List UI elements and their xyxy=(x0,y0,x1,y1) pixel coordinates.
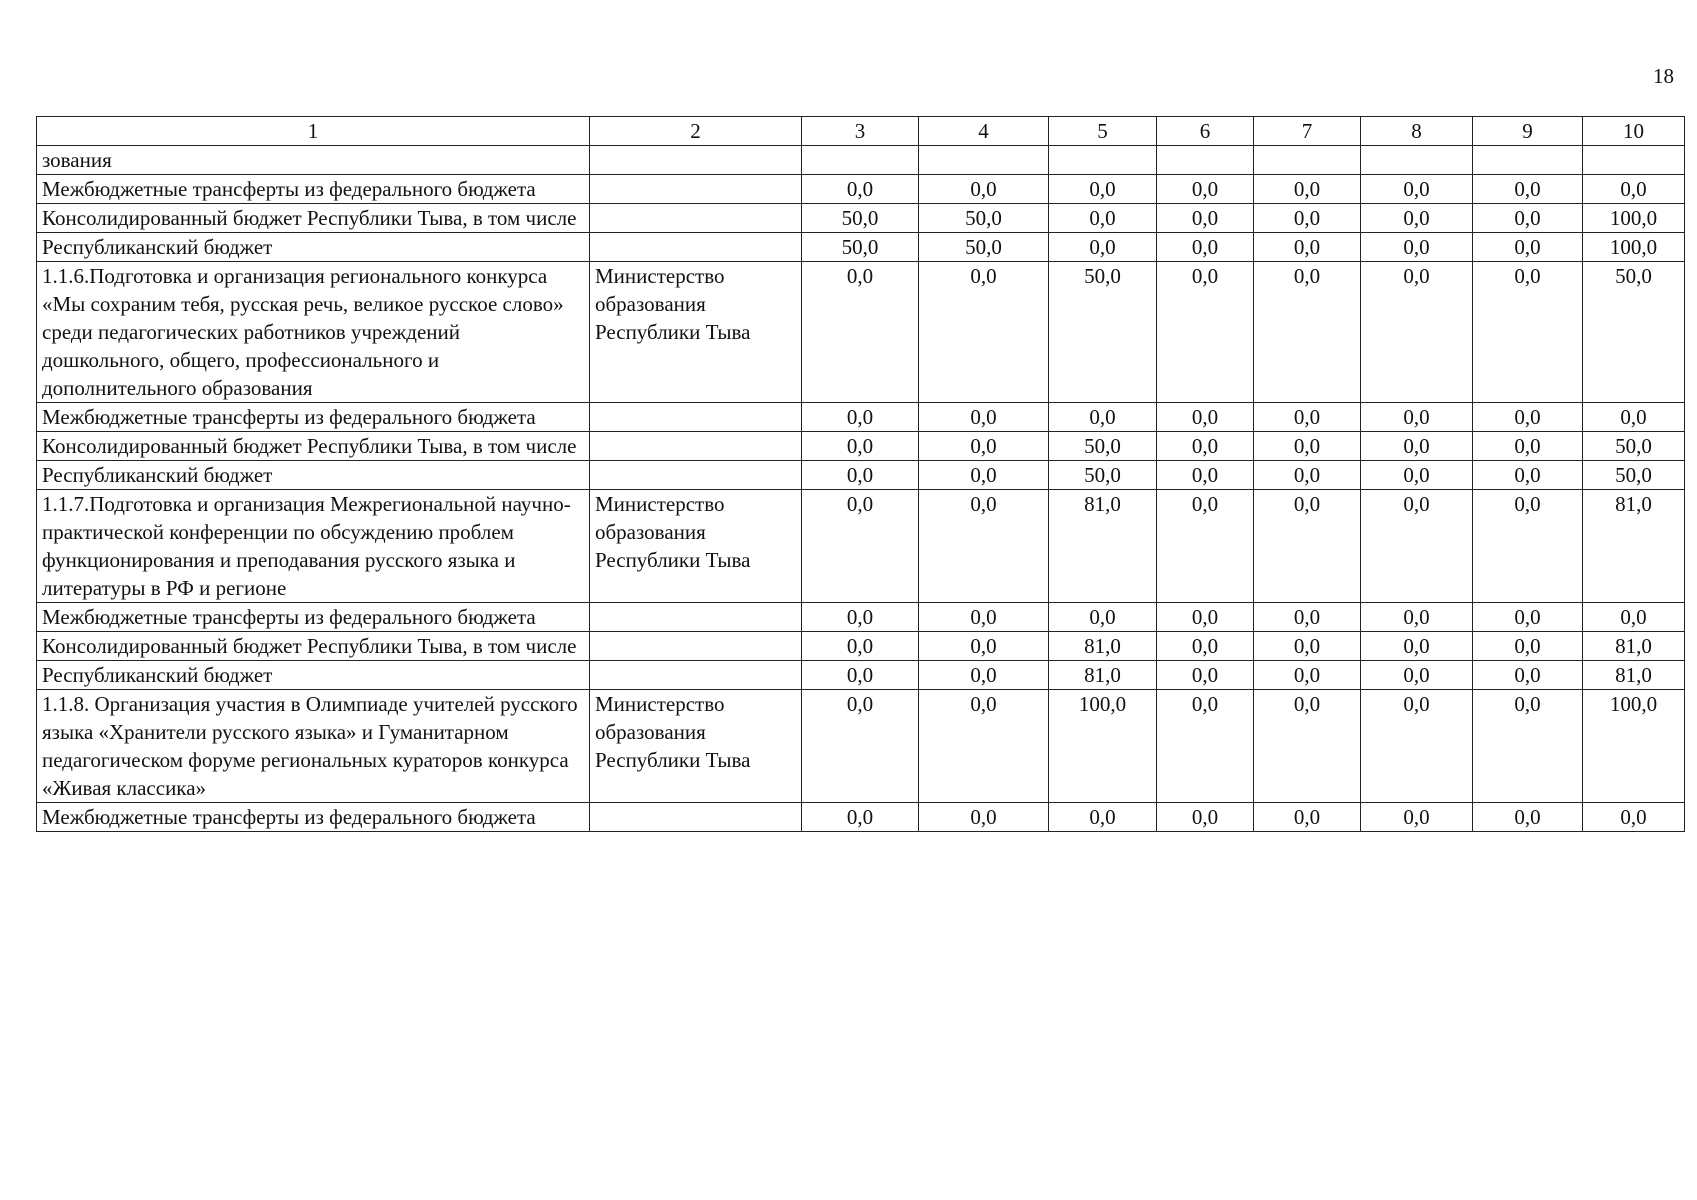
row-description: зования xyxy=(37,146,590,175)
value-cell: 0,0 xyxy=(802,632,919,661)
value-cell: 0,0 xyxy=(1583,175,1685,204)
value-cell: 0,0 xyxy=(1049,233,1157,262)
value-cell: 0,0 xyxy=(1157,803,1254,832)
value-cell: 0,0 xyxy=(1361,803,1473,832)
value-cell: 0,0 xyxy=(1473,432,1583,461)
value-cell: 0,0 xyxy=(1254,690,1361,803)
row-organization: Министерство образования Республики Тыва xyxy=(590,690,802,803)
value-cell xyxy=(919,146,1049,175)
value-cell: 0,0 xyxy=(1157,661,1254,690)
row-organization xyxy=(590,603,802,632)
value-cell: 0,0 xyxy=(1473,490,1583,603)
row-organization xyxy=(590,632,802,661)
value-cell: 50,0 xyxy=(1583,432,1685,461)
value-cell xyxy=(1157,146,1254,175)
row-description: Консолидированный бюджет Республики Тыва, в том числе xyxy=(37,432,590,461)
value-cell: 0,0 xyxy=(1473,603,1583,632)
value-cell: 0,0 xyxy=(1157,603,1254,632)
value-cell: 50,0 xyxy=(1583,461,1685,490)
value-cell: 0,0 xyxy=(1361,661,1473,690)
budget-table xyxy=(36,116,1685,832)
value-cell: 0,0 xyxy=(1473,175,1583,204)
value-cell xyxy=(1473,146,1583,175)
value-cell: 0,0 xyxy=(802,461,919,490)
table-row xyxy=(37,262,1685,403)
table-row xyxy=(37,175,1685,204)
value-cell: 0,0 xyxy=(802,690,919,803)
value-cell: 0,0 xyxy=(1254,661,1361,690)
value-cell: 0,0 xyxy=(919,803,1049,832)
value-cell: 0,0 xyxy=(1361,690,1473,803)
value-cell: 0,0 xyxy=(1157,175,1254,204)
column-header: 10 xyxy=(1583,117,1685,146)
value-cell: 100,0 xyxy=(1583,233,1685,262)
value-cell: 0,0 xyxy=(1583,403,1685,432)
value-cell xyxy=(1583,146,1685,175)
row-organization xyxy=(590,461,802,490)
row-organization xyxy=(590,204,802,233)
column-header: 9 xyxy=(1473,117,1583,146)
value-cell: 0,0 xyxy=(919,175,1049,204)
value-cell: 0,0 xyxy=(919,690,1049,803)
value-cell: 0,0 xyxy=(1473,461,1583,490)
value-cell: 81,0 xyxy=(1583,490,1685,603)
column-header: 2 xyxy=(590,117,802,146)
table-row xyxy=(37,461,1685,490)
value-cell: 0,0 xyxy=(1157,690,1254,803)
value-cell: 0,0 xyxy=(1254,490,1361,603)
value-cell: 0,0 xyxy=(1254,233,1361,262)
column-header: 5 xyxy=(1049,117,1157,146)
value-cell: 0,0 xyxy=(1473,262,1583,403)
row-description: 1.1.7.Подготовка и организация Межрегиональной научно-практической конференции по обсуждению проблем функционирования и преподавания русского языка и литературы в РФ и регионе xyxy=(37,490,590,603)
value-cell: 0,0 xyxy=(919,262,1049,403)
value-cell: 81,0 xyxy=(1583,632,1685,661)
value-cell: 50,0 xyxy=(919,233,1049,262)
value-cell: 0,0 xyxy=(919,432,1049,461)
value-cell: 0,0 xyxy=(802,262,919,403)
row-organization xyxy=(590,233,802,262)
column-header: 1 xyxy=(37,117,590,146)
row-description: Республиканский бюджет xyxy=(37,233,590,262)
row-description: Республиканский бюджет xyxy=(37,461,590,490)
table-row xyxy=(37,661,1685,690)
table-row xyxy=(37,146,1685,175)
row-organization: Министерство образования Республики Тыва xyxy=(590,490,802,603)
value-cell: 50,0 xyxy=(1583,262,1685,403)
value-cell: 100,0 xyxy=(1049,690,1157,803)
value-cell: 0,0 xyxy=(802,175,919,204)
value-cell: 0,0 xyxy=(1157,461,1254,490)
value-cell: 0,0 xyxy=(1049,403,1157,432)
value-cell: 0,0 xyxy=(1473,661,1583,690)
row-organization xyxy=(590,432,802,461)
column-header: 3 xyxy=(802,117,919,146)
value-cell: 0,0 xyxy=(1361,632,1473,661)
column-header: 7 xyxy=(1254,117,1361,146)
value-cell: 81,0 xyxy=(1049,490,1157,603)
column-header: 4 xyxy=(919,117,1049,146)
table-row xyxy=(37,432,1685,461)
value-cell: 0,0 xyxy=(919,461,1049,490)
value-cell: 81,0 xyxy=(1583,661,1685,690)
value-cell: 0,0 xyxy=(1473,632,1583,661)
value-cell: 81,0 xyxy=(1049,632,1157,661)
value-cell: 0,0 xyxy=(1361,175,1473,204)
value-cell: 50,0 xyxy=(1049,432,1157,461)
table-row xyxy=(37,490,1685,603)
value-cell: 0,0 xyxy=(1473,204,1583,233)
header-row xyxy=(37,117,1685,146)
value-cell: 0,0 xyxy=(1254,432,1361,461)
value-cell xyxy=(802,146,919,175)
value-cell: 0,0 xyxy=(1254,603,1361,632)
row-organization: Министерство образования Республики Тыва xyxy=(590,262,802,403)
row-description: Консолидированный бюджет Республики Тыва, в том числе xyxy=(37,204,590,233)
value-cell: 0,0 xyxy=(919,603,1049,632)
table-row xyxy=(37,803,1685,832)
value-cell: 100,0 xyxy=(1583,204,1685,233)
value-cell: 0,0 xyxy=(1361,490,1473,603)
value-cell: 50,0 xyxy=(1049,262,1157,403)
value-cell: 0,0 xyxy=(1473,403,1583,432)
value-cell: 0,0 xyxy=(802,432,919,461)
row-description: 1.1.8. Организация участия в Олимпиаде учителей русского языка «Хранители русского языка» и Гуманитарном педагогическом форуме региональных кураторов конкурса «Живая классика» xyxy=(37,690,590,803)
value-cell: 0,0 xyxy=(1361,233,1473,262)
value-cell: 0,0 xyxy=(1049,204,1157,233)
row-organization xyxy=(590,803,802,832)
value-cell xyxy=(1049,146,1157,175)
table-row xyxy=(37,204,1685,233)
row-organization xyxy=(590,146,802,175)
value-cell: 0,0 xyxy=(1361,461,1473,490)
value-cell: 0,0 xyxy=(1361,432,1473,461)
value-cell: 0,0 xyxy=(1473,233,1583,262)
value-cell: 0,0 xyxy=(1254,803,1361,832)
value-cell: 0,0 xyxy=(919,403,1049,432)
value-cell: 0,0 xyxy=(1157,490,1254,603)
table-row xyxy=(37,690,1685,803)
value-cell: 0,0 xyxy=(1583,603,1685,632)
row-description: Межбюджетные трансферты из федерального бюджета xyxy=(37,175,590,204)
table-row xyxy=(37,403,1685,432)
value-cell: 0,0 xyxy=(1361,603,1473,632)
value-cell: 0,0 xyxy=(1157,262,1254,403)
row-description: Межбюджетные трансферты из федерального бюджета xyxy=(37,803,590,832)
value-cell: 0,0 xyxy=(1361,262,1473,403)
value-cell: 0,0 xyxy=(1157,233,1254,262)
row-description: Межбюджетные трансферты из федерального бюджета xyxy=(37,403,590,432)
value-cell: 0,0 xyxy=(1049,803,1157,832)
table-row xyxy=(37,233,1685,262)
row-description: Консолидированный бюджет Республики Тыва, в том числе xyxy=(37,632,590,661)
value-cell: 50,0 xyxy=(919,204,1049,233)
table-row xyxy=(37,632,1685,661)
value-cell: 0,0 xyxy=(919,632,1049,661)
row-organization xyxy=(590,175,802,204)
value-cell: 0,0 xyxy=(1254,175,1361,204)
value-cell: 50,0 xyxy=(802,204,919,233)
value-cell: 0,0 xyxy=(1583,803,1685,832)
value-cell: 0,0 xyxy=(1254,262,1361,403)
value-cell xyxy=(1361,146,1473,175)
value-cell: 50,0 xyxy=(1049,461,1157,490)
value-cell: 0,0 xyxy=(1254,204,1361,233)
value-cell: 0,0 xyxy=(1157,432,1254,461)
value-cell: 0,0 xyxy=(1254,632,1361,661)
value-cell xyxy=(1254,146,1361,175)
row-description: Межбюджетные трансферты из федерального бюджета xyxy=(37,603,590,632)
table-row xyxy=(37,603,1685,632)
value-cell: 0,0 xyxy=(1049,603,1157,632)
value-cell: 0,0 xyxy=(802,603,919,632)
value-cell: 0,0 xyxy=(919,490,1049,603)
value-cell: 0,0 xyxy=(919,661,1049,690)
value-cell: 0,0 xyxy=(1254,403,1361,432)
value-cell: 0,0 xyxy=(1361,403,1473,432)
value-cell: 0,0 xyxy=(1473,803,1583,832)
row-organization xyxy=(590,403,802,432)
row-organization xyxy=(590,661,802,690)
column-header: 6 xyxy=(1157,117,1254,146)
value-cell: 0,0 xyxy=(802,490,919,603)
table-body xyxy=(37,146,1685,832)
value-cell: 0,0 xyxy=(802,803,919,832)
value-cell: 0,0 xyxy=(1157,632,1254,661)
value-cell: 0,0 xyxy=(1049,175,1157,204)
value-cell: 50,0 xyxy=(802,233,919,262)
column-header: 8 xyxy=(1361,117,1473,146)
value-cell: 0,0 xyxy=(1157,204,1254,233)
value-cell: 0,0 xyxy=(1473,690,1583,803)
value-cell: 100,0 xyxy=(1583,690,1685,803)
value-cell: 0,0 xyxy=(802,661,919,690)
value-cell: 0,0 xyxy=(1254,461,1361,490)
value-cell: 81,0 xyxy=(1049,661,1157,690)
value-cell: 0,0 xyxy=(1361,204,1473,233)
value-cell: 0,0 xyxy=(1157,403,1254,432)
row-description: Республиканский бюджет xyxy=(37,661,590,690)
page-number: 18 xyxy=(1653,64,1674,88)
value-cell: 0,0 xyxy=(802,403,919,432)
row-description: 1.1.6.Подготовка и организация регионального конкурса «Мы сохраним тебя, русская речь, великое русское слово» среди педагогических работников учреждений дошкольного, общего, профессионального и дополнительного образования xyxy=(37,262,590,403)
